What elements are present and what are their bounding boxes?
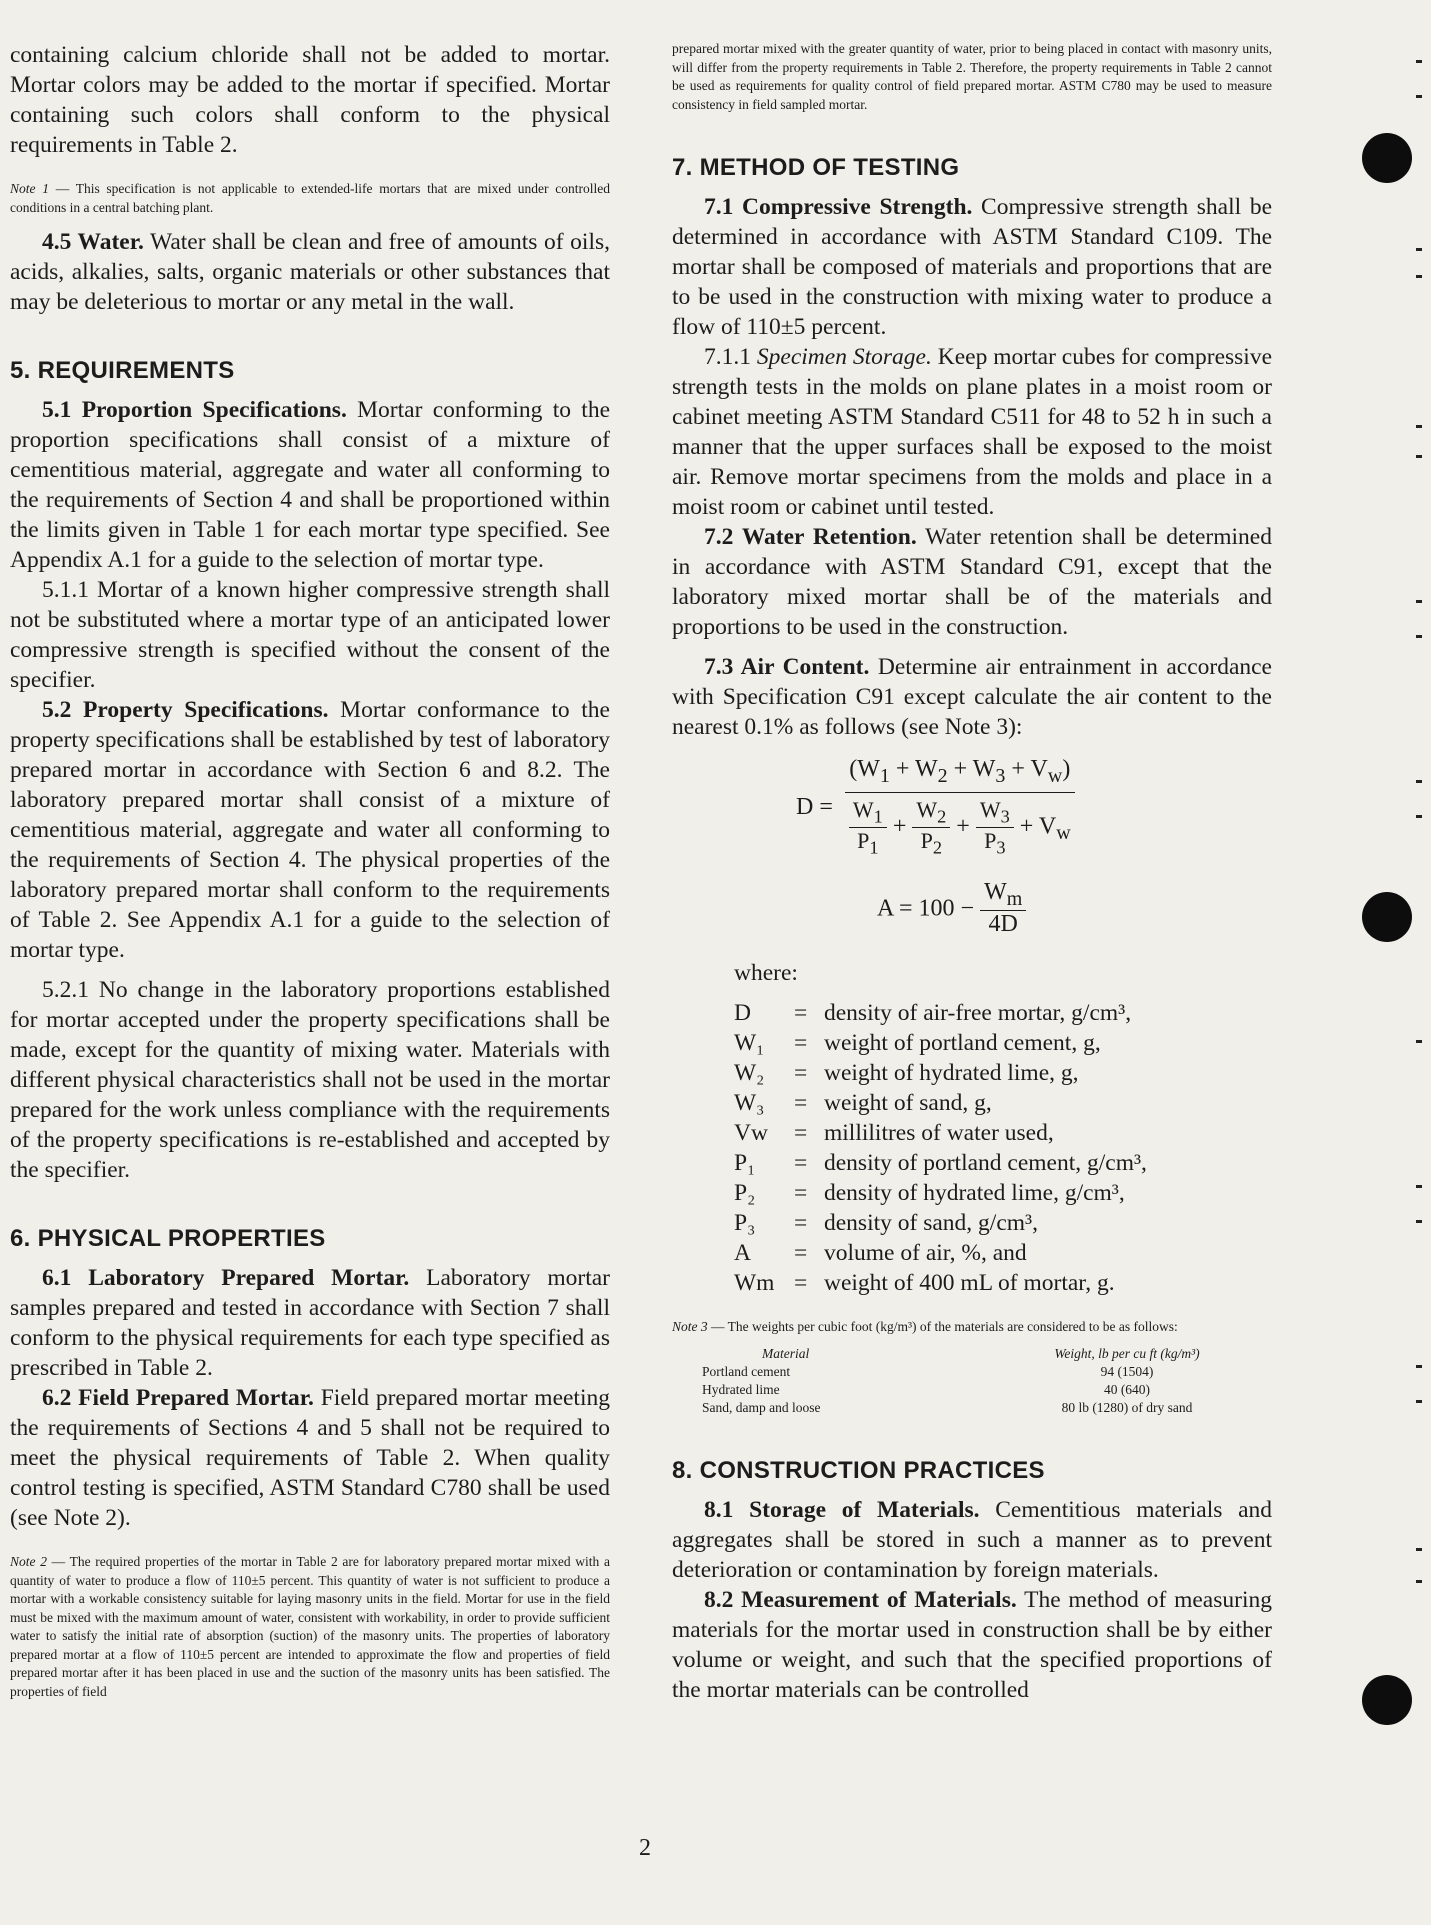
edge-mark [1416, 635, 1422, 638]
material-table [672, 1363, 1272, 1417]
section-5-heading: 5. REQUIREMENTS [10, 357, 235, 384]
paragraph-4-5: 4.5 Water. Water shall be clean and free of amounts of oils, acids, alkalies, salts, organic materials or other substances that may be deleterious to mortar or any metal in the wall. [10, 229, 610, 315]
variable-symbol: D [734, 1000, 751, 1027]
material-row [672, 1363, 1272, 1381]
edge-mark [1416, 425, 1422, 428]
variable-definition [734, 1028, 1272, 1058]
paragraph-8-2: 8.2 Measurement of Materials. The method of measuring materials for the mortar used in construction shall be by either volume or weight, and such that the specified proportions of the mortar materials can be controlled [672, 1586, 1272, 1703]
material-weight: 94 (1504) [1100, 1363, 1154, 1379]
edge-mark [1416, 1580, 1422, 1583]
edge-mark [1416, 1400, 1422, 1403]
air-content-equation: A = 100 − $\frac{W_m}{4D}$ [877, 879, 1272, 939]
variable-description: weight of sand, g, [824, 1090, 992, 1117]
paragraph-5-2-1: 5.2.1 No change in the laboratory proportions established for mortar accepted under the property specifications shall be made, except for the quantity of mixing water. Materials with different physical characteristics shall not be used in the mortar prepared for the work unless compliance with the requirements of the property specifications is re-established and accepted by the specifier. [10, 977, 610, 1183]
material-name: Portland cement [702, 1363, 791, 1379]
section-6-heading: 6. PHYSICAL PROPERTIES [10, 1225, 326, 1252]
variable-definition [734, 1148, 1272, 1178]
paragraph-7-2: 7.2 Water Retention. Water retention shall be determined in accordance with ASTM Standard C91, except that the laboratory mixed mortar shall be of the materials and proportions to be used in the construction. [672, 524, 1272, 640]
equals-sign: = [794, 1240, 808, 1267]
variable-description: density of portland cement, g/cm³, [824, 1150, 1147, 1177]
punch-hole [1362, 133, 1412, 183]
variable-description: density of hydrated lime, g/cm³, [824, 1180, 1125, 1207]
variable-definition [734, 1118, 1272, 1148]
note-3: Note 3 — The weights per cubic foot (kg/m³) of the materials are considered to be as follows: [672, 1319, 1178, 1335]
paragraph-continuation: containing calcium chloride shall not be added to mortar. Mortar colors may be added to the mortar if specified. Mortar containing such colors shall conform to the physical requirements in Table 2. [10, 42, 610, 158]
variable-description: weight of hydrated lime, g, [824, 1060, 1079, 1087]
note-2: Note 2 — The required properties of the mortar in Table 2 are for laboratory prepared mortar mixed with a quantity of water to produce a flow of 110±5 percent. This quantity of water is not sufficient to produce a mortar with a workable consistency suitable for laying masonry units in the field. Mortar for use in the field must be mixed with the maximum amount of water, consistent with workability, in order to provide sufficient water to satisfy the initial rate of absorption (suction) of the masonry units. The properties of laboratory prepared mortar at a flow of 110±5 percent are intended to approximate the flow and properties of field prepared mortar after it has been placed in use and the suction of the masonry units has been satisfied. The properties of field [10, 1554, 610, 1699]
variable-symbol: Wm [734, 1270, 775, 1297]
note-2-continuation: prepared mortar mixed with the greater quantity of water, prior to being placed in contact with masonry units, will differ from the property requirements in Table 2. Therefore, the property requirements in Table 2 cannot be used as requirements for quality control of field prepared mortar. ASTM C780 may be used to measure consistency in field sampled mortar. [672, 41, 1272, 112]
material-row [672, 1399, 1272, 1417]
equals-sign: = [794, 1210, 808, 1237]
material-name: Sand, damp and loose [702, 1399, 821, 1415]
variable-symbol: P₁ [734, 1150, 756, 1177]
punch-hole [1362, 892, 1412, 942]
variable-definition [734, 1088, 1272, 1118]
paragraph-6-1: 6.1 Laboratory Prepared Mortar. Laboratory mortar samples prepared and tested in accordance with Section 7 shall conform to the physical requirements for each type specified as prescribed in Table 2. [10, 1265, 610, 1381]
variable-symbol: W₂ [734, 1060, 765, 1087]
right-column [672, 40, 1272, 1705]
paragraph-7-1: 7.1 Compressive Strength. Compressive strength shall be determined in accordance with ASTM Standard C109. The mortar shall be composed of materials and proportions that are to be used in the construction with mixing water to produce a flow of 110±5 percent. [672, 194, 1272, 340]
paragraph-5-1-1: 5.1.1 Mortar of a known higher compressive strength shall not be substituted where a mortar type of an anticipated lower compressive strength is specified without the consent of the specifier. [10, 577, 610, 693]
variable-definition [734, 1178, 1272, 1208]
variable-symbol: P₃ [734, 1210, 756, 1237]
variable-symbol: W₁ [734, 1030, 765, 1057]
edge-mark [1416, 248, 1422, 251]
equals-sign: = [794, 1090, 808, 1117]
edge-mark [1416, 1220, 1422, 1223]
equals-sign: = [794, 1060, 808, 1087]
edge-mark [1416, 1365, 1422, 1368]
variable-symbol: Vw [734, 1120, 768, 1147]
material-weight: 80 lb (1280) of dry sand [1061, 1399, 1193, 1415]
punch-hole [1362, 1675, 1412, 1725]
paragraph-7-3: 7.3 Air Content. Determine air entrainment in accordance with Specification C91 except calculate the air content to the nearest 0.1% as follows (see Note 3): [672, 654, 1272, 740]
edge-mark [1416, 1548, 1422, 1551]
edge-mark [1416, 455, 1422, 458]
equals-sign: = [794, 1150, 808, 1177]
variable-definition [734, 1238, 1272, 1268]
section-8-heading: 8. CONSTRUCTION PRACTICES [672, 1456, 1045, 1484]
paragraph-8-1: 8.1 Storage of Materials. Cementitious materials and aggregates shall be stored in such a manner as to prevent deterioration or contamination by foreign materials. [672, 1496, 1273, 1583]
material-row [672, 1381, 1272, 1399]
paragraph-5-1: 5.1 Proportion Specifications. Mortar conforming to the proportion specifications shall consist of a mixture of cementitious material, aggregate and water all conforming to the requirements of Section 4 and shall be proportioned within the limits given in Table 1 for each mortar type specified. See Appendix A.1 for a guide to the selection of mortar type. [10, 397, 611, 573]
paragraph-7-1-1: 7.1.1 Specimen Storage. Keep mortar cubes for compressive strength tests in the molds on plane plates in a moist room or cabinet meeting ASTM Standard C511 for 48 to 52 h in such a manner that the upper surfaces shall be exposed to the moist air. Remove mortar specimens from the molds and place in a moist room or cabinet until tested. [672, 344, 1272, 520]
where-label: where: [734, 960, 798, 987]
edge-mark [1416, 95, 1422, 98]
variable-definition [734, 1208, 1272, 1238]
variable-description: density of air-free mortar, g/cm³, [824, 1000, 1132, 1027]
variable-symbol: W₃ [734, 1090, 765, 1117]
variable-description: weight of portland cement, g, [824, 1030, 1101, 1057]
material-name: Hydrated lime [702, 1381, 780, 1397]
equals-sign: = [794, 1270, 808, 1297]
paragraph-5-2: 5.2 Property Specifications. Mortar conformance to the property specifications shall be established by test of laboratory prepared mortar in accordance with Section 6 and 8.2. The laboratory prepared mortar shall consist of a mixture of cementitious material, aggregate and water all conforming to the requirements of Section 4. The physical properties of the laboratory prepared mortar shall conform to the requirements of Table 2. See Appendix A.1 for a guide to the selection of mortar type. [10, 697, 610, 963]
left-column [10, 40, 610, 1701]
variable-symbol: P₂ [734, 1180, 756, 1207]
variable-definition [734, 998, 1272, 1028]
edge-mark [1416, 275, 1422, 278]
edge-mark [1416, 780, 1422, 783]
density-equation: D = $(W_1 + W_2 + W_3 + V_w)$ $\frac{W_1}{P_1}$ + $\frac{W_2}{P_2}$ + $\frac{W_3}{P_3}$ + $V_w$ [796, 756, 1272, 859]
edge-mark [1416, 1040, 1422, 1043]
equals-sign: = [794, 1000, 808, 1027]
variable-symbol: A [734, 1240, 751, 1267]
edge-mark [1416, 60, 1422, 63]
variable-definition [734, 1058, 1272, 1088]
equals-sign: = [794, 1030, 808, 1057]
section-7-heading: 7. METHOD OF TESTING [672, 154, 960, 181]
variable-definition [734, 1268, 1272, 1298]
variable-description: volume of air, %, and [824, 1240, 1027, 1267]
material-weight: 40 (640) [1103, 1381, 1151, 1397]
variable-description: millilitres of water used, [824, 1120, 1054, 1147]
paragraph-6-2: 6.2 Field Prepared Mortar. Field prepared mortar meeting the requirements of Sections 4 and 5 shall not be required to meet the physical requirements of Table 2. When quality control testing is specified, ASTM Standard C780 shall be used (see Note 2). [10, 1385, 610, 1531]
edge-mark [1416, 1185, 1422, 1188]
note-1: Note 1 — This specification is not applicable to extended-life mortars that are mixed under controlled conditions in a central batching plant. [10, 181, 611, 215]
equals-sign: = [794, 1120, 808, 1147]
edge-mark [1416, 600, 1422, 603]
material-table-header: Material Weight, lb per cu ft (kg/m³) [762, 1345, 1200, 1361]
variable-definitions [734, 998, 1272, 1298]
variable-description: weight of 400 mL of mortar, g. [824, 1270, 1115, 1297]
page-number: 2 [639, 1835, 651, 1861]
equals-sign: = [794, 1180, 808, 1207]
edge-mark [1416, 815, 1422, 818]
variable-description: density of sand, g/cm³, [824, 1210, 1038, 1237]
